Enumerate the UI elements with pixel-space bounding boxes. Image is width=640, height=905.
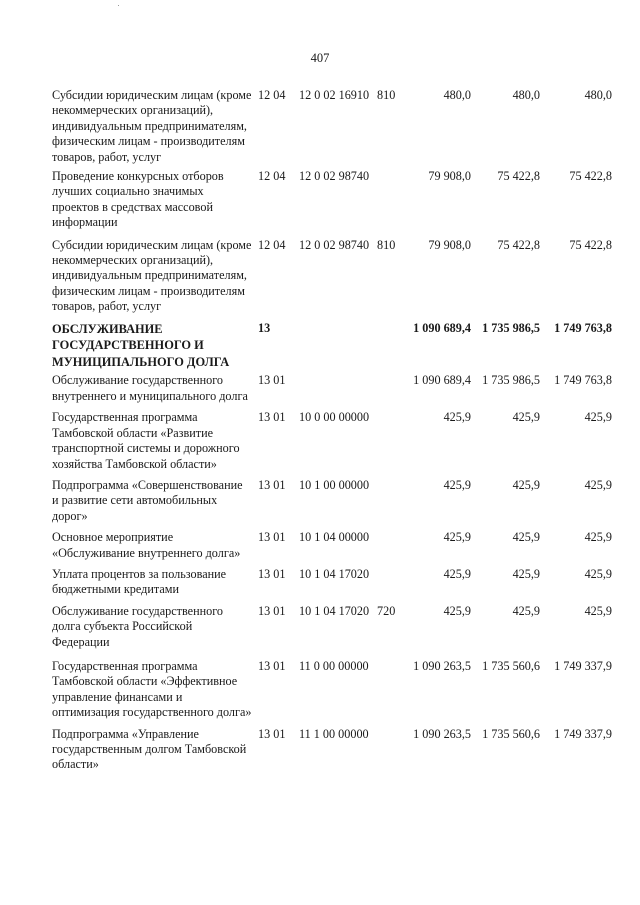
row-amount-year-1: 425,9 bbox=[443, 410, 471, 425]
row-name: Проведение конкурсных отборов лучших социально значимых проектов в средствах массовой информации bbox=[52, 169, 224, 230]
scan-speck bbox=[118, 5, 119, 6]
row-amount-year-2: 75 422,8 bbox=[497, 169, 540, 184]
table-row bbox=[52, 659, 622, 721]
row-amount-year-2: 425,9 bbox=[512, 410, 540, 425]
row-amount-year-2: 425,9 bbox=[512, 530, 540, 545]
row-section: 13 01 bbox=[258, 566, 286, 581]
row-name: ОБСЛУЖИВАНИЕ ГОСУДАРСТВЕННОГО И МУНИЦИПАЛЬНОГО ДОЛГА bbox=[52, 321, 230, 369]
row-expense-type: 810 bbox=[377, 237, 396, 252]
row-section: 13 bbox=[258, 320, 271, 335]
row-section: 12 04 bbox=[258, 169, 286, 184]
row-article: 10 1 04 17020 bbox=[299, 603, 370, 618]
row-amount-year-1: 1 090 689,4 bbox=[413, 320, 471, 335]
row-article: 11 0 00 00000 bbox=[299, 658, 369, 673]
row-amount-year-2: 1 735 986,5 bbox=[482, 373, 540, 388]
table-row bbox=[52, 169, 622, 231]
row-amount-year-3: 425,9 bbox=[584, 410, 612, 425]
row-section: 12 04 bbox=[258, 237, 286, 252]
row-section: 13 01 bbox=[258, 603, 286, 618]
row-amount-year-3: 1 749 763,8 bbox=[554, 373, 612, 388]
page-number: 407 bbox=[310, 51, 330, 65]
table-row bbox=[52, 727, 622, 773]
row-article: 12 0 02 98740 bbox=[299, 169, 370, 184]
row-article: 10 1 04 00000 bbox=[299, 530, 370, 545]
row-name: Обслуживание государственного долга субъекта Российской Федерации bbox=[52, 603, 223, 649]
row-section: 13 01 bbox=[258, 410, 286, 425]
row-amount-year-2: 425,9 bbox=[512, 603, 540, 618]
row-amount-year-1: 79 908,0 bbox=[428, 169, 471, 184]
row-expense-type: 810 bbox=[377, 88, 396, 102]
table-row bbox=[52, 373, 622, 404]
row-amount-year-3: 75 422,8 bbox=[569, 237, 612, 252]
row-amount-year-2: 1 735 560,6 bbox=[482, 658, 540, 673]
row-amount-year-2: 425,9 bbox=[512, 477, 540, 492]
table-row bbox=[52, 410, 622, 472]
table-row bbox=[52, 567, 622, 598]
row-article: 11 1 00 00000 bbox=[299, 726, 369, 741]
row-amount-year-3: 480,0 bbox=[584, 88, 612, 102]
row-article: 10 1 04 17020 bbox=[299, 566, 370, 581]
row-name: Подпрограмма «Управление государственным долгом Тамбовской области» bbox=[52, 726, 247, 772]
row-amount-year-3: 75 422,8 bbox=[569, 169, 612, 184]
row-article: 12 0 02 16910 bbox=[299, 88, 370, 102]
row-amount-year-1: 1 090 689,4 bbox=[413, 373, 471, 388]
row-amount-year-1: 1 090 263,5 bbox=[413, 726, 471, 741]
row-amount-year-3: 425,9 bbox=[584, 477, 612, 492]
row-amount-year-3: 1 749 337,9 bbox=[554, 726, 612, 741]
row-amount-year-1: 1 090 263,5 bbox=[413, 658, 471, 673]
row-amount-year-3: 1 749 337,9 bbox=[554, 658, 612, 673]
row-amount-year-2: 480,0 bbox=[512, 88, 540, 102]
row-amount-year-3: 1 749 763,8 bbox=[554, 320, 612, 335]
table-row bbox=[52, 478, 622, 524]
table-row-section-header bbox=[52, 321, 622, 371]
table-row bbox=[52, 530, 622, 561]
row-amount-year-1: 79 908,0 bbox=[428, 237, 471, 252]
row-amount-year-1: 480,0 bbox=[443, 88, 471, 102]
row-amount-year-1: 425,9 bbox=[443, 477, 471, 492]
table-row bbox=[52, 88, 622, 165]
row-amount-year-3: 425,9 bbox=[584, 566, 612, 581]
row-name: Государственная программа Тамбовской области «Эффективное управление финансами и оптимизация государственного долга» bbox=[52, 658, 252, 720]
row-name: Субсидии юридическим лицам (кроме некоммерческих организаций), индивидуальным предпринимателям, физическим лицам - производителям товаров, работ, услуг bbox=[52, 237, 252, 314]
row-expense-type: 720 bbox=[377, 603, 396, 618]
budget-table bbox=[52, 88, 622, 773]
row-name: Государственная программа Тамбовской области «Развитие транспортной системы и дорожного хозяйства Тамбовской области» bbox=[52, 410, 240, 471]
row-article: 10 0 00 00000 bbox=[299, 410, 370, 425]
row-name: Подпрограмма «Совершенствование и развитие сети автомобильных дорог» bbox=[52, 477, 243, 523]
table-row bbox=[52, 604, 622, 650]
row-section: 13 01 bbox=[258, 373, 286, 388]
row-name: Основное мероприятие «Обслуживание внутреннего долга» bbox=[52, 530, 241, 560]
row-article: 12 0 02 98740 bbox=[299, 237, 370, 252]
row-amount-year-2: 425,9 bbox=[512, 566, 540, 581]
row-section: 13 01 bbox=[258, 530, 286, 545]
row-section: 13 01 bbox=[258, 477, 286, 492]
row-amount-year-2: 75 422,8 bbox=[497, 237, 540, 252]
row-section: 12 04 bbox=[258, 88, 286, 102]
row-name: Субсидии юридическим лицам (кроме некоммерческих организаций), индивидуальным предпринимателям, физическим лицам - производителям товаров, работ, услуг bbox=[52, 88, 252, 164]
row-amount-year-1: 425,9 bbox=[443, 603, 471, 618]
row-amount-year-2: 1 735 560,6 bbox=[482, 726, 540, 741]
table-row bbox=[52, 238, 622, 315]
row-article: 10 1 00 00000 bbox=[299, 477, 370, 492]
row-amount-year-2: 1 735 986,5 bbox=[482, 320, 540, 335]
row-amount-year-1: 425,9 bbox=[443, 566, 471, 581]
row-amount-year-3: 425,9 bbox=[584, 530, 612, 545]
row-section: 13 01 bbox=[258, 658, 286, 673]
row-amount-year-3: 425,9 bbox=[584, 603, 612, 618]
row-name: Уплата процентов за пользование бюджетными кредитами bbox=[52, 566, 227, 597]
row-amount-year-1: 425,9 bbox=[443, 530, 471, 545]
row-name: Обслуживание государственного внутреннего и муниципального долга bbox=[52, 373, 248, 403]
row-section: 13 01 bbox=[258, 726, 286, 741]
